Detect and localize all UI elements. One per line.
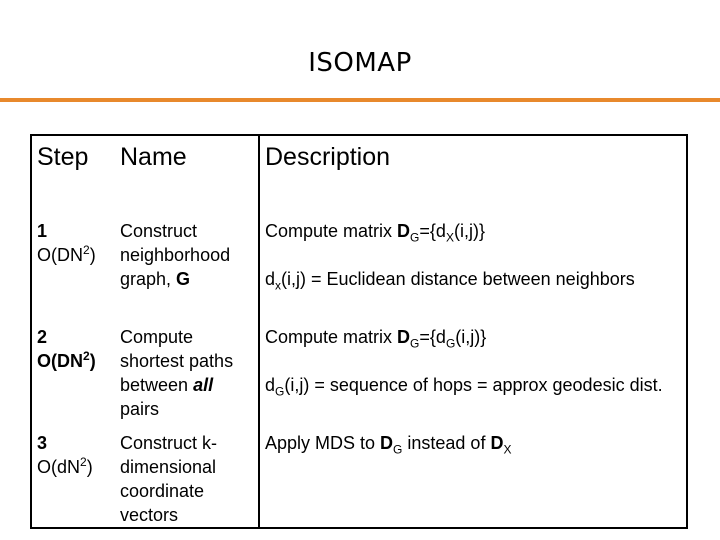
header-description: Description	[265, 143, 391, 171]
step-number: 2	[37, 327, 48, 347]
step-cell	[31, 425, 115, 528]
description-cell	[259, 425, 687, 528]
table-header-row	[31, 135, 687, 217]
description-line: Apply MDS to $D_G$ instead of $D_X$	[265, 433, 512, 457]
description-line: Compute matrix $D_G=\{d_G(i,j)\}$	[265, 327, 487, 351]
slide-title: ISOMAP	[308, 48, 412, 78]
description-line: $d_G(i,j)$ = sequence of hops = approx geodesic dist.	[265, 375, 663, 399]
step-complexity: $O(DN^2)$	[37, 243, 96, 265]
description-line: $d_x(i,j)$ = Euclidean distance between neighbors	[265, 269, 635, 293]
description-cell	[259, 321, 687, 425]
description-cell	[259, 217, 687, 321]
emphasis-all: all	[193, 375, 214, 395]
table-row	[31, 425, 687, 528]
step-complexity: $O(DN^2)$	[37, 349, 96, 371]
step-number: 1	[37, 221, 48, 241]
step-number: 3	[37, 433, 48, 453]
name-cell: Construct k-dimensional coordinate vectors	[115, 425, 259, 528]
step-cell	[31, 217, 115, 321]
header-step: Step	[37, 143, 89, 171]
step-cell	[31, 321, 115, 425]
title-underline	[0, 98, 720, 102]
description-line: Compute matrix $D_G=\{d_X(i,j)\}$	[265, 221, 485, 245]
header-name: Name	[115, 135, 259, 217]
name-cell: Construct neighborhood graph, G	[115, 217, 259, 321]
step-complexity: $O(dN^2)$	[37, 455, 93, 477]
name-cell: Compute shortest paths between all pairs	[115, 321, 259, 425]
table-row	[31, 217, 687, 321]
isomap-steps-table	[30, 134, 688, 529]
graph-var: G	[176, 269, 191, 289]
table-row	[31, 321, 687, 425]
